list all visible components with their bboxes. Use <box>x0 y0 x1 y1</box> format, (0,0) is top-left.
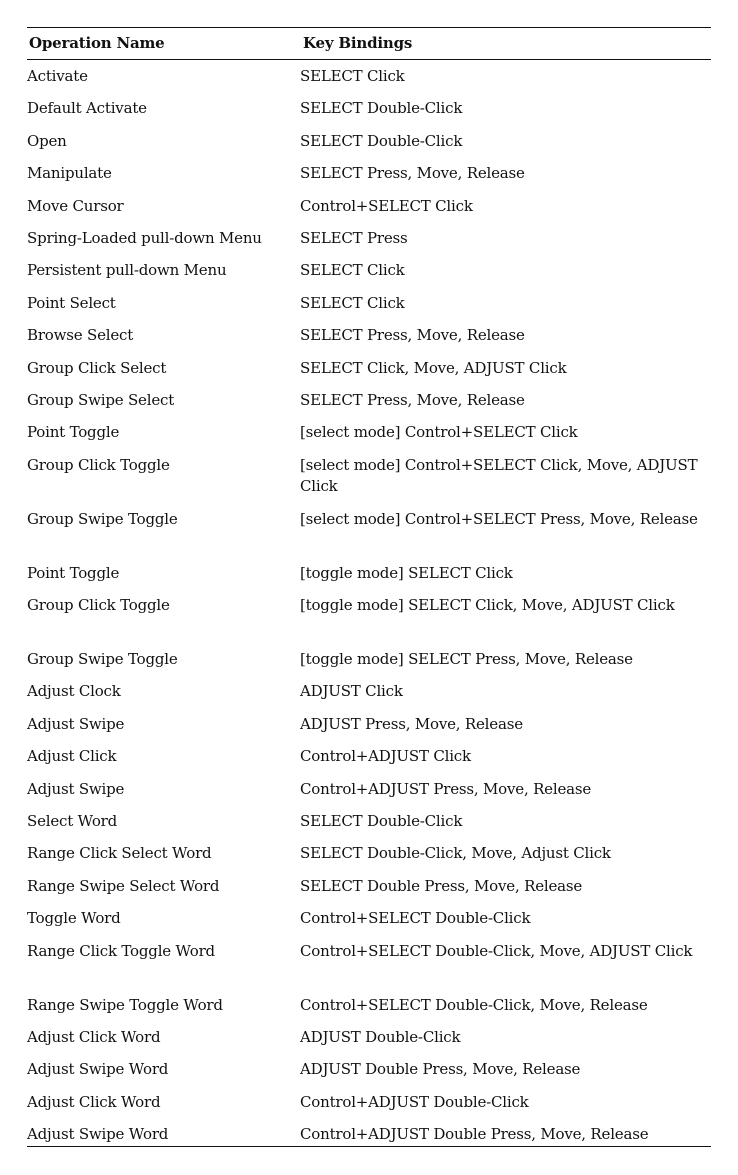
binding-cell: ADJUST Click <box>300 682 403 701</box>
operation-cell: Toggle Word <box>27 909 121 928</box>
operation-cell: Group Swipe Select <box>27 390 175 409</box>
binding-cell: ADJUST Double Press, Move, Release <box>300 1060 581 1079</box>
table-body <box>27 66 711 1157</box>
table-row <box>27 509 711 563</box>
operation-cell: Open <box>27 131 67 150</box>
table-row <box>27 66 711 98</box>
binding-cell: Control+SELECT Double-Click <box>300 909 531 928</box>
operation-cell: Point Toggle <box>27 563 120 582</box>
binding-cell: SELECT Double-Click <box>300 812 463 831</box>
table-row <box>27 995 711 1027</box>
binding-cell: SELECT Click <box>300 67 405 85</box>
operation-cell: Manipulate <box>27 164 112 183</box>
binding-cell: Control+SELECT Double-Click, Move, Release <box>300 995 648 1014</box>
operation-cell: Range Swipe Toggle Word <box>27 995 223 1014</box>
table-header-rule <box>27 59 711 60</box>
table-row <box>27 1059 711 1091</box>
binding-cell: SELECT Press <box>300 228 408 247</box>
binding-cell: SELECT Double-Click <box>300 99 463 118</box>
operation-cell: Adjust Click <box>27 747 117 766</box>
operation-cell: Adjust Swipe Word <box>27 1125 169 1144</box>
table-row <box>27 714 711 746</box>
binding-cell: Control+SELECT Double-Click, Move, ADJUST Click <box>300 941 693 960</box>
operation-cell: Persistent pull-down Menu <box>27 261 227 280</box>
operation-cell: Group Click Toggle <box>27 596 170 615</box>
binding-cell: SELECT Click <box>300 261 405 280</box>
table-row <box>27 260 711 292</box>
binding-cell: Control+ADJUST Double Press, Move, Release <box>300 1125 649 1144</box>
table-row <box>27 390 711 422</box>
operation-cell: Select Word <box>27 812 118 831</box>
binding-cell: SELECT Double-Click <box>300 131 463 150</box>
binding-cell: SELECT Press, Move, Release <box>300 164 525 183</box>
table-row <box>27 325 711 357</box>
binding-cell: [toggle mode] SELECT Press, Move, Release <box>300 650 633 669</box>
table-row <box>27 563 711 595</box>
binding-cell: SELECT Click, Move, ADJUST Click <box>300 358 567 377</box>
table-row <box>27 595 711 649</box>
table-row <box>27 681 711 713</box>
binding-cell: Control+ADJUST Double-Click <box>300 1092 529 1111</box>
binding-cell: [toggle mode] SELECT Click <box>300 563 513 582</box>
table-row <box>27 163 711 195</box>
table-row <box>27 746 711 778</box>
binding-cell: Control+ADJUST Click <box>300 747 471 766</box>
operation-cell: Adjust Clock <box>27 682 121 701</box>
table-header-row <box>27 30 711 58</box>
binding-cell: Control+ADJUST Press, Move, Release <box>300 779 592 798</box>
binding-cell: [select mode] Control+SELECT Click <box>300 423 578 442</box>
table-row <box>27 941 711 995</box>
operation-cell: Adjust Swipe Word <box>27 1060 169 1079</box>
binding-cell: ADJUST Double-Click <box>300 1027 461 1046</box>
header-operation-name: Operation Name <box>29 34 165 52</box>
table-bottom-rule <box>27 1146 711 1147</box>
table-row <box>27 422 711 454</box>
operation-cell: Adjust Swipe <box>27 714 125 733</box>
binding-cell: SELECT Click <box>300 293 405 312</box>
operation-cell: Range Click Select Word <box>27 844 212 863</box>
binding-cell: [select mode] Control+SELECT Click, Move, ADJUST Click <box>300 455 698 496</box>
operation-cell: Adjust Swipe <box>27 779 125 798</box>
binding-cell: SELECT Press, Move, Release <box>300 390 525 409</box>
operation-cell: Spring-Loaded pull-down Menu <box>27 228 262 247</box>
table-row <box>27 908 711 940</box>
table-row <box>27 649 711 681</box>
table-row <box>27 1124 711 1156</box>
table-row <box>27 131 711 163</box>
operation-cell: Point Toggle <box>27 423 120 442</box>
header-key-bindings: Key Bindings <box>303 34 413 52</box>
table-row <box>27 358 711 390</box>
binding-cell: [toggle mode] SELECT Click, Move, ADJUST Click <box>300 596 675 615</box>
table-row <box>27 876 711 908</box>
table-row <box>27 843 711 875</box>
operation-cell: Adjust Click Word <box>27 1092 161 1111</box>
operation-cell: Move Cursor <box>27 196 124 215</box>
binding-cell: Control+SELECT Click <box>300 196 473 215</box>
table-row <box>27 811 711 843</box>
table-top-rule <box>27 27 711 28</box>
operation-cell: Browse Select <box>27 326 134 345</box>
binding-cell: ADJUST Press, Move, Release <box>300 714 523 733</box>
operation-cell: Group Click Toggle <box>27 455 170 474</box>
table-row <box>27 455 711 509</box>
operation-cell: Group Click Select <box>27 358 167 377</box>
operation-cell: Point Select <box>27 293 116 312</box>
operation-cell: Range Swipe Select Word <box>27 876 220 895</box>
table-row <box>27 1027 711 1059</box>
binding-cell: SELECT Double Press, Move, Release <box>300 876 583 895</box>
operation-cell: Default Activate <box>27 99 147 118</box>
operation-cell: Group Swipe Toggle <box>27 650 178 669</box>
table-row <box>27 1092 711 1124</box>
table-row <box>27 98 711 130</box>
binding-cell: [select mode] Control+SELECT Press, Move, Release <box>300 509 698 528</box>
table-row <box>27 779 711 811</box>
binding-cell: SELECT Double-Click, Move, Adjust Click <box>300 844 611 863</box>
table-row <box>27 228 711 260</box>
binding-cell: SELECT Press, Move, Release <box>300 326 525 345</box>
operation-cell: Range Click Toggle Word <box>27 941 215 960</box>
table-row <box>27 293 711 325</box>
table-row <box>27 196 711 228</box>
operation-cell: Activate <box>27 67 88 85</box>
operation-cell: Adjust Click Word <box>27 1027 161 1046</box>
operation-cell: Group Swipe Toggle <box>27 509 178 528</box>
